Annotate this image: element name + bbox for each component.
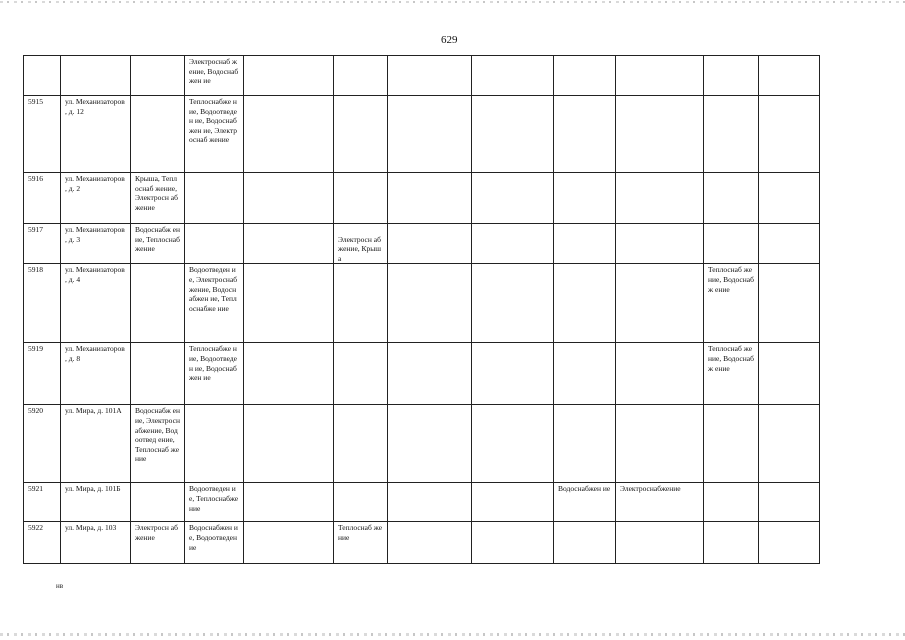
work-cell-c9: Водоснабжен ие: [554, 483, 616, 522]
work-cell-c8: [472, 405, 554, 483]
work-cell-c6: Теплоснаб жение: [334, 522, 388, 564]
work-cell-c3: [131, 264, 185, 343]
page-number: 629: [441, 34, 458, 46]
work-cell-c3: [131, 96, 185, 173]
address-cell: ул. Мира, д. 101Б: [61, 483, 131, 522]
row-number-cell: 5916: [24, 173, 61, 224]
work-cell-c4: Водоотведен ие, Теплоснабже ние: [185, 483, 244, 522]
table-row: [24, 483, 820, 522]
work-cell-c12: [759, 343, 820, 405]
work-cell-c3: Водоснабж ение, Электросн абжение, Водоотвед ение, Теплоснаб жение: [131, 405, 185, 483]
work-cell-c11: [704, 522, 759, 564]
work-cell-c9: [554, 173, 616, 224]
table-row: [24, 224, 820, 264]
address-cell: ул. Механизаторов , д. 8: [61, 343, 131, 405]
work-cell-c12: [759, 173, 820, 224]
row-number-cell: 5922: [24, 522, 61, 564]
scan-edge-bottom: [0, 633, 905, 636]
work-cell-c11: [704, 224, 759, 264]
work-cell-c8: [472, 343, 554, 405]
work-cell-c9: [554, 522, 616, 564]
work-cell-c10: [616, 56, 704, 96]
scan-edge-top: [0, 1, 905, 3]
row-number-cell: 5917: [24, 224, 61, 264]
work-cell-c10: [616, 224, 704, 264]
work-cell-c6: [334, 173, 388, 224]
work-cell-c5: [244, 96, 334, 173]
work-cell-c6: [334, 405, 388, 483]
work-cell-c7: [388, 96, 472, 173]
work-cell-c8: [472, 522, 554, 564]
work-cell-c7: [388, 343, 472, 405]
work-cell-c4: Электроснаб жение, Водоснабжен ие: [185, 56, 244, 96]
address-cell: ул. Механизаторов , д. 12: [61, 96, 131, 173]
table-row: [24, 343, 820, 405]
work-cell-c4: Теплоснабже ние, Водоотведен ие, Водоснабжен ие: [185, 343, 244, 405]
work-cell-c5: [244, 343, 334, 405]
work-cell-c6: [334, 264, 388, 343]
work-cell-c4: Теплоснабже ние, Водоотведен ие, Водоснабжен ие, Электроснаб жение: [185, 96, 244, 173]
work-cell-c5: [244, 173, 334, 224]
work-cell-c5: [244, 56, 334, 96]
work-cell-c4: Водоснабжен ие, Водоотведен ие: [185, 522, 244, 564]
table-row: [24, 264, 820, 343]
row-number-cell: 5921: [24, 483, 61, 522]
work-cell-c5: [244, 522, 334, 564]
table-row: [24, 96, 820, 173]
work-cell-c9: [554, 96, 616, 173]
work-cell-c9: [554, 264, 616, 343]
work-cell-c10: [616, 405, 704, 483]
work-cell-c12: [759, 56, 820, 96]
work-cell-c11: [704, 483, 759, 522]
work-cell-c9: [554, 405, 616, 483]
address-cell: ул. Механизаторов , д. 4: [61, 264, 131, 343]
work-cell-c7: [388, 173, 472, 224]
row-number-cell: [24, 56, 61, 96]
work-cell-c12: [759, 96, 820, 173]
row-number-cell: 5918: [24, 264, 61, 343]
work-cell-c12: [759, 264, 820, 343]
address-cell: ул. Мира, д. 101А: [61, 405, 131, 483]
work-cell-c12: [759, 522, 820, 564]
work-cell-c4: [185, 173, 244, 224]
work-cell-c7: [388, 264, 472, 343]
work-cell-c4: Водоотведен ие, Электроснаб жение, Водоснабжен ие, Теплоснабже ние: [185, 264, 244, 343]
work-cell-c10: [616, 522, 704, 564]
work-cell-c11: Теплоснаб жение, Водоснабж ение: [704, 264, 759, 343]
table-row: [24, 173, 820, 224]
work-cell-c6: [334, 56, 388, 96]
work-cell-c5: [244, 264, 334, 343]
work-cell-c9: [554, 343, 616, 405]
work-cell-c11: Теплоснаб жение, Водоснабж ение: [704, 343, 759, 405]
table-row: [24, 405, 820, 483]
work-cell-c3: Крыша, Теплоснаб жение, Электросн абжение: [131, 173, 185, 224]
work-cell-c12: [759, 483, 820, 522]
work-cell-c10: Электроснабжение: [616, 483, 704, 522]
work-cell-c11: [704, 173, 759, 224]
work-cell-c3: Водоснабж ение, Теплоснаб жение: [131, 224, 185, 264]
work-cell-c4: [185, 405, 244, 483]
work-cell-c7: [388, 56, 472, 96]
work-cell-c5: [244, 224, 334, 264]
table-row: [24, 56, 820, 96]
work-cell-c3: [131, 483, 185, 522]
table-row: [24, 522, 820, 564]
address-cell: ул. Механизаторов , д. 3: [61, 224, 131, 264]
address-cell: ул. Мира, д. 103: [61, 522, 131, 564]
work-cell-c3: [131, 343, 185, 405]
work-cell-c7: [388, 405, 472, 483]
work-cell-c10: [616, 264, 704, 343]
work-cell-c11: [704, 405, 759, 483]
work-cell-c7: [388, 224, 472, 264]
work-cell-c7: [388, 522, 472, 564]
row-number-cell: 5915: [24, 96, 61, 173]
work-cell-c8: [472, 224, 554, 264]
work-cell-c9: [554, 56, 616, 96]
work-cell-c3: Электросн абжение: [131, 522, 185, 564]
work-cell-c6: [334, 96, 388, 173]
row-number-cell: 5919: [24, 343, 61, 405]
address-cell: ул. Механизаторов , д. 2: [61, 173, 131, 224]
work-cell-c8: [472, 483, 554, 522]
work-cell-c11: [704, 96, 759, 173]
row-number-cell: 5920: [24, 405, 61, 483]
work-cell-c10: [616, 173, 704, 224]
work-cell-c10: [616, 96, 704, 173]
work-cell-c11: [704, 56, 759, 96]
work-cell-c8: [472, 173, 554, 224]
work-cell-c12: [759, 224, 820, 264]
work-cell-c6: Электросн абжение, Крыша: [334, 224, 388, 264]
work-cell-c8: [472, 96, 554, 173]
work-cell-c4: [185, 224, 244, 264]
corner-mark: нв: [56, 582, 64, 590]
address-cell: [61, 56, 131, 96]
work-cell-c8: [472, 264, 554, 343]
work-cell-c10: [616, 343, 704, 405]
work-cell-c7: [388, 483, 472, 522]
work-cell-c3: [131, 56, 185, 96]
work-cell-c12: [759, 405, 820, 483]
work-cell-c5: [244, 483, 334, 522]
work-cell-c6: [334, 483, 388, 522]
works-table: [23, 55, 820, 564]
work-cell-c9: [554, 224, 616, 264]
work-cell-c5: [244, 405, 334, 483]
work-cell-c6: [334, 343, 388, 405]
work-cell-c8: [472, 56, 554, 96]
